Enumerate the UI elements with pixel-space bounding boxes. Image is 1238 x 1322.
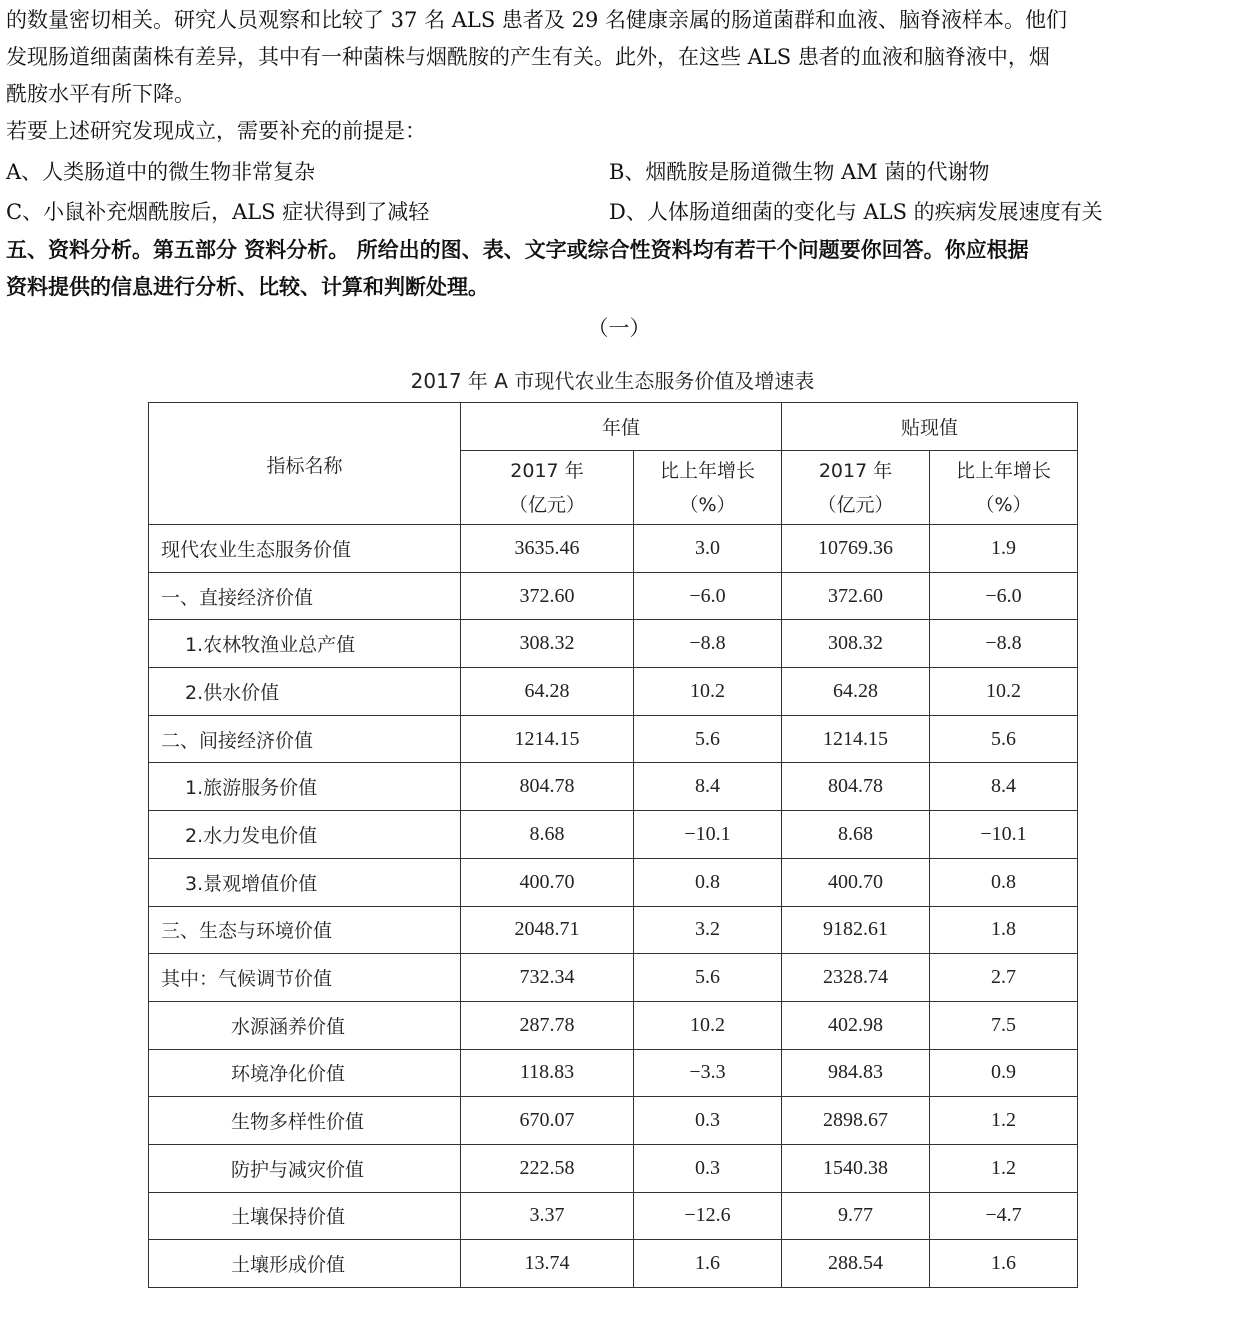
table-row [149,763,1078,811]
discounted-growth-cell: 1.9 [930,525,1078,573]
row-name: 一、直接经济价值 [149,572,461,620]
discounted-growth-cell: 1.6 [930,1240,1078,1288]
annual-growth-cell: −8.8 [634,620,782,668]
data-table [148,402,1078,1288]
annual-value-cell: 8.68 [461,811,634,859]
annual-growth-cell: 8.4 [634,763,782,811]
annual-value-cell: 732.34 [461,954,634,1002]
row-name: 生物多样性价值 [149,1097,461,1145]
row-name: 三、生态与环境价值 [149,906,461,954]
discounted-value-cell: 2898.67 [782,1097,930,1145]
annual-growth-cell: 3.0 [634,525,782,573]
table-row [149,668,1078,716]
discounted-growth-cell: 0.8 [930,858,1078,906]
row-name: 二、间接经济价值 [149,715,461,763]
annual-value-cell: 222.58 [461,1144,634,1192]
row-name: 2.水力发电价值 [149,811,461,859]
question-text [6,113,1232,150]
annual-growth-cell: 10.2 [634,1001,782,1049]
discounted-value-cell: 2328.74 [782,954,930,1002]
table-row [149,1240,1078,1288]
discounted-growth-cell: 1.8 [930,906,1078,954]
annual-growth-cell: −3.3 [634,1049,782,1097]
discounted-value-cell: 1540.38 [782,1144,930,1192]
table-row [149,1144,1078,1192]
header-annual-amount-year: 2017 年 [510,459,584,482]
annual-value-cell: 2048.71 [461,906,634,954]
annual-growth-cell: 0.3 [634,1144,782,1192]
discounted-value-cell: 308.32 [782,620,930,668]
table-row [149,1001,1078,1049]
row-name: 水源涵养价值 [149,1001,461,1049]
discounted-growth-cell: −6.0 [930,572,1078,620]
annual-value-cell: 308.32 [461,620,634,668]
table-row [149,1097,1078,1145]
discounted-value-cell: 9.77 [782,1192,930,1240]
annual-value-cell: 64.28 [461,668,634,716]
row-name: 环境净化价值 [149,1049,461,1097]
discounted-value-cell: 64.28 [782,668,930,716]
discounted-value-cell: 10769.36 [782,525,930,573]
discounted-growth-cell: −4.7 [930,1192,1078,1240]
header-annual-growth [634,451,782,525]
table-title: 2017 年 A 市现代农业生态服务价值及增速表 [410,369,815,393]
discounted-growth-cell: 1.2 [930,1144,1078,1192]
header-discounted-growth-unit: （%） [975,493,1032,516]
discounted-growth-cell: −10.1 [930,811,1078,859]
row-name: 3.景观增值价值 [149,858,461,906]
section-instructions [6,232,1232,306]
header-annual-growth-label: 比上年增长 [660,459,756,482]
annual-growth-cell: 10.2 [634,668,782,716]
section-line-2: 资料提供的信息进行分析、比较、计算和判断处理。 [6,275,489,299]
annual-value-cell: 1214.15 [461,715,634,763]
option-d: D、人体肠道细菌的变化与 ALS 的疾病发展速度有关 [609,200,1103,224]
discounted-value-cell: 9182.61 [782,906,930,954]
row-name: 防护与减灾价值 [149,1144,461,1192]
annual-growth-cell: 5.6 [634,715,782,763]
question-line: 若要上述研究发现成立，需要补充的前提是： [6,119,426,143]
table-row [149,1049,1078,1097]
header-annual-value: 年值 [461,403,782,451]
table-row [149,525,1078,573]
discounted-growth-cell: 10.2 [930,668,1078,716]
discounted-value-cell: 402.98 [782,1001,930,1049]
header-discounted-value: 贴现值 [782,403,1078,451]
annual-value-cell: 3635.46 [461,525,634,573]
header-annual-growth-unit: （%） [679,493,736,516]
section-number: （一） [587,316,651,340]
intro-line-1: 的数量密切相关。研究人员观察和比较了 37 名 ALS 患者及 29 名健康亲属的肠道菌群和血液、脑脊液样本。他们 [6,8,1067,32]
row-name: 土壤形成价值 [149,1240,461,1288]
table-row [149,811,1078,859]
discounted-growth-cell: 7.5 [930,1001,1078,1049]
discounted-growth-cell: 8.4 [930,763,1078,811]
discounted-value-cell: 400.70 [782,858,930,906]
intro-paragraph [6,2,1232,113]
annual-value-cell: 287.78 [461,1001,634,1049]
row-name: 现代农业生态服务价值 [149,525,461,573]
annual-value-cell: 13.74 [461,1240,634,1288]
annual-value-cell: 372.60 [461,572,634,620]
annual-growth-cell: 5.6 [634,954,782,1002]
intro-line-2: 发现肠道细菌菌株有差异，其中有一种菌株与烟酰胺的产生有关。此外，在这些 ALS 患者的血液和脑脊液中，烟 [6,45,1050,69]
header-annual-amount [461,451,634,525]
row-name: 1.旅游服务价值 [149,763,461,811]
row-name: 土壤保持价值 [149,1192,461,1240]
discounted-value-cell: 288.54 [782,1240,930,1288]
discounted-growth-cell: 2.7 [930,954,1078,1002]
header-indicator-name: 指标名称 [149,403,461,525]
section-line-1: 五、资料分析。第五部分 资料分析。 所给出的图、表、文字或综合性资料均有若干个问题要你回答。你应根据 [6,238,1029,262]
table-row [149,954,1078,1002]
row-name: 2.供水价值 [149,668,461,716]
header-discounted-amount [782,451,930,525]
discounted-value-cell: 1214.15 [782,715,930,763]
discounted-value-cell: 984.83 [782,1049,930,1097]
annual-growth-cell: 3.2 [634,906,782,954]
table-row [149,858,1078,906]
discounted-growth-cell: −8.8 [930,620,1078,668]
option-c: C、小鼠补充烟酰胺后，ALS 症状得到了减轻 [6,200,430,224]
intro-line-3: 酰胺水平有所下降。 [6,82,195,106]
annual-growth-cell: −6.0 [634,572,782,620]
discounted-value-cell: 372.60 [782,572,930,620]
table-row [149,572,1078,620]
table-row [149,620,1078,668]
annual-value-cell: 118.83 [461,1049,634,1097]
annual-growth-cell: 0.3 [634,1097,782,1145]
row-name: 其中：气候调节价值 [149,954,461,1002]
annual-growth-cell: −10.1 [634,811,782,859]
discounted-value-cell: 8.68 [782,811,930,859]
discounted-growth-cell: 0.9 [930,1049,1078,1097]
annual-value-cell: 3.37 [461,1192,634,1240]
option-b: B、烟酰胺是肠道微生物 AM 菌的代谢物 [609,160,990,184]
table-row [149,715,1078,763]
table-row [149,906,1078,954]
header-discounted-amount-unit: （亿元） [817,493,894,516]
header-annual-amount-unit: （亿元） [508,493,585,516]
header-discounted-growth [930,451,1078,525]
annual-value-cell: 670.07 [461,1097,634,1145]
annual-value-cell: 804.78 [461,763,634,811]
discounted-growth-cell: 1.2 [930,1097,1078,1145]
annual-growth-cell: 1.6 [634,1240,782,1288]
annual-value-cell: 400.70 [461,858,634,906]
discounted-value-cell: 804.78 [782,763,930,811]
annual-growth-cell: 0.8 [634,858,782,906]
table-row [149,1192,1078,1240]
discounted-growth-cell: 5.6 [930,715,1078,763]
header-discounted-growth-label: 比上年增长 [956,459,1052,482]
annual-growth-cell: −12.6 [634,1192,782,1240]
option-a: A、人类肠道中的微生物非常复杂 [6,160,316,184]
row-name: 1.农林牧渔业总产值 [149,620,461,668]
header-discounted-amount-year: 2017 年 [818,459,893,482]
